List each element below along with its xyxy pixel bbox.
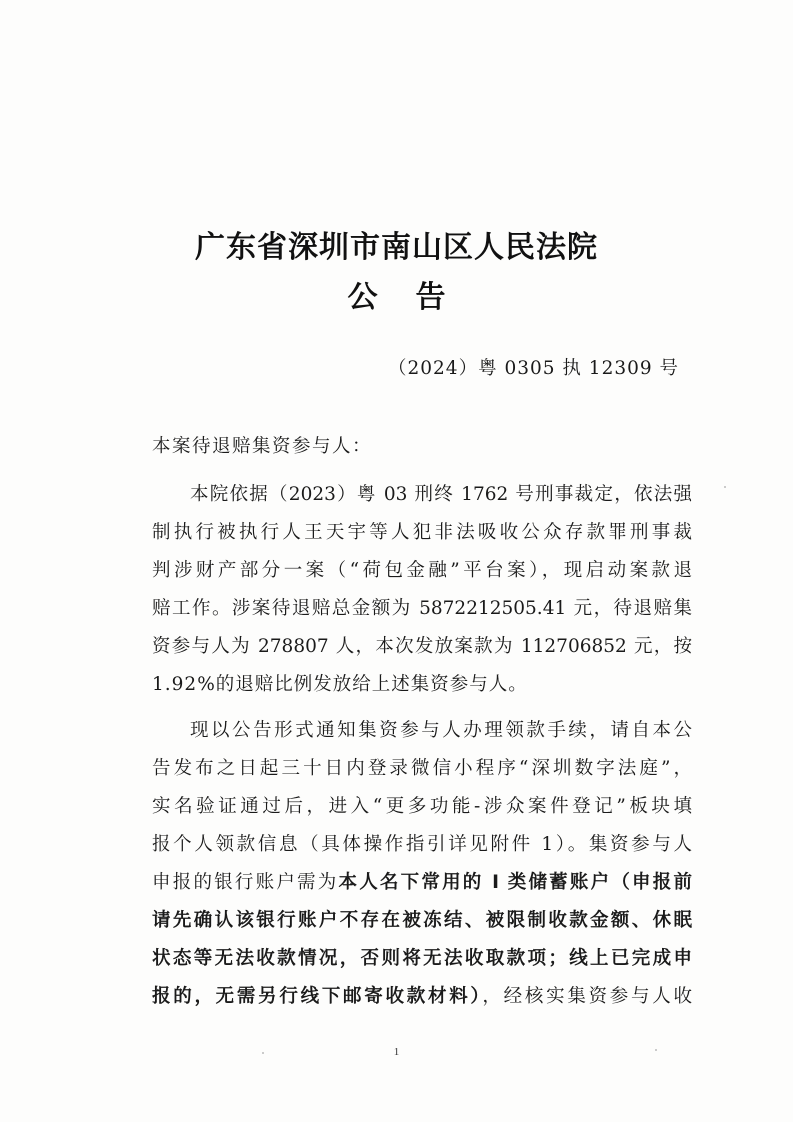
- paragraph2-line8-bold: 报的，无需另行线下邮寄收款材料）: [152, 986, 483, 1007]
- paragraph2-line-bold: 状态等无法收款情况，否则将无法收取款项；线上已完成申: [152, 948, 692, 969]
- scan-speck: [724, 486, 726, 488]
- paragraph2-line8-normal: ，经核实集资参与人收: [482, 986, 692, 1007]
- paragraph1-line: 制执行被执行人王天宇等人犯非法吸收公众存款罪刑事裁: [152, 522, 692, 543]
- case-number: （2024）粤 0305 执 12309 号: [388, 358, 680, 379]
- paragraph1-line: 赔工作。涉案待退赔总金额为 5872212505.41 元，待退赔集: [152, 598, 692, 619]
- scan-speck: [262, 1052, 264, 1054]
- paragraph2-line: 报个人领款信息（具体操作指引详见附件 1）。集资参与人: [152, 834, 692, 855]
- paragraph2-line5-normal: 申报的银行账户需为: [152, 872, 339, 893]
- paragraph2-line5-bold: 本人名下常用的 I 类储蓄账户（申报前: [338, 872, 692, 893]
- paragraph2-line: 现以公告形式通知集资参与人办理领款手续，请自本公: [190, 720, 692, 741]
- paragraph2-line-bold: 请先确认该银行账户不存在被冻结、被限制收款金额、休眠: [152, 910, 692, 931]
- page-number: 1: [393, 1046, 400, 1058]
- paragraph2-line: [152, 868, 692, 896]
- scan-speck: [655, 1049, 657, 1051]
- salutation: 本案待退赔集资参与人：: [152, 436, 373, 457]
- notice-title-text: 公告: [347, 280, 484, 315]
- paragraph2-line: 告发布之日起三十日内登录微信小程序“深圳数字法庭”，: [152, 758, 692, 779]
- court-name-heading: 广东省深圳市南山区人民法院: [195, 230, 598, 265]
- paragraph2-line: [152, 982, 692, 1010]
- paragraph1-line: 1.92%的退赔比例发放给上述集资参与人。: [152, 674, 528, 695]
- notice-title-heading: [0, 272, 793, 316]
- paragraph1-line: 资参与人为 278807 人，本次发放案款为 112706852 元，按: [152, 636, 692, 657]
- paragraph1-line: 判涉财产部分一案（“荷包金融”平台案），现启动案款退: [152, 560, 692, 581]
- paragraph2-line: 实名验证通过后，进入“更多功能-涉众案件登记”板块填: [152, 796, 692, 817]
- paragraph1-line: 本院依据（2023）粤 03 刑终 1762 号刑事裁定，依法强: [190, 484, 692, 505]
